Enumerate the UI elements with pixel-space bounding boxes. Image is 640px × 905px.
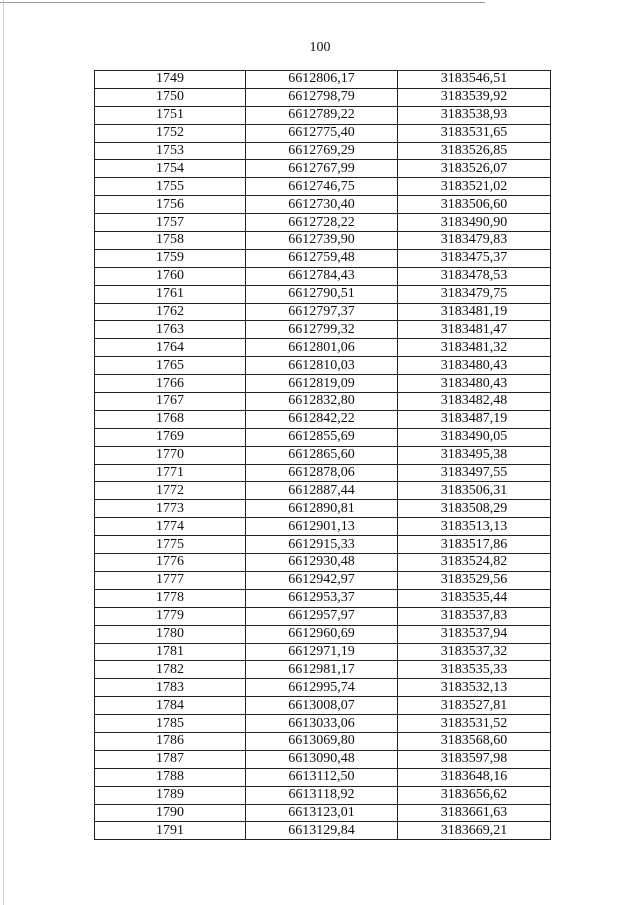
y-coordinate-cell: 3183527,81	[398, 697, 551, 715]
point-number-cell: 1774	[95, 518, 246, 536]
x-coordinate-cell: 6612810,03	[246, 357, 398, 375]
point-number-cell: 1754	[95, 160, 246, 178]
y-coordinate-cell: 3183656,62	[398, 786, 551, 804]
point-number-cell: 1760	[95, 267, 246, 285]
y-coordinate-cell: 3183521,02	[398, 178, 551, 196]
table-row	[95, 142, 551, 160]
x-coordinate-cell: 6612789,22	[246, 106, 398, 124]
x-coordinate-cell: 6613118,92	[246, 786, 398, 804]
table-row	[95, 732, 551, 750]
y-coordinate-cell: 3183478,53	[398, 267, 551, 285]
point-number-cell: 1769	[95, 428, 246, 446]
x-coordinate-cell: 6612878,06	[246, 464, 398, 482]
table-row	[95, 428, 551, 446]
table-row	[95, 661, 551, 679]
x-coordinate-cell: 6612728,22	[246, 214, 398, 232]
table-row	[95, 303, 551, 321]
x-coordinate-cell: 6612784,43	[246, 267, 398, 285]
point-number-cell: 1763	[95, 321, 246, 339]
x-coordinate-cell: 6612842,22	[246, 410, 398, 428]
point-number-cell: 1781	[95, 643, 246, 661]
x-coordinate-cell: 6613033,06	[246, 715, 398, 733]
point-number-cell: 1780	[95, 625, 246, 643]
x-coordinate-cell: 6612806,17	[246, 71, 398, 89]
x-coordinate-cell: 6612759,48	[246, 249, 398, 267]
table-row	[95, 643, 551, 661]
point-number-cell: 1788	[95, 768, 246, 786]
x-coordinate-cell: 6613008,07	[246, 697, 398, 715]
table-row	[95, 249, 551, 267]
table-row	[95, 232, 551, 250]
y-coordinate-cell: 3183532,13	[398, 679, 551, 697]
y-coordinate-cell: 3183529,56	[398, 571, 551, 589]
y-coordinate-cell: 3183513,13	[398, 518, 551, 536]
y-coordinate-cell: 3183475,37	[398, 249, 551, 267]
point-number-cell: 1782	[95, 661, 246, 679]
x-coordinate-cell: 6612960,69	[246, 625, 398, 643]
table-row	[95, 822, 551, 840]
y-coordinate-cell: 3183648,16	[398, 768, 551, 786]
y-coordinate-cell: 3183517,86	[398, 536, 551, 554]
point-number-cell: 1784	[95, 697, 246, 715]
coordinates-table-body	[95, 71, 551, 840]
point-number-cell: 1783	[95, 679, 246, 697]
point-number-cell: 1765	[95, 357, 246, 375]
point-number-cell: 1785	[95, 715, 246, 733]
x-coordinate-cell: 6612832,80	[246, 393, 398, 411]
point-number-cell: 1776	[95, 554, 246, 572]
x-coordinate-cell: 6612767,99	[246, 160, 398, 178]
point-number-cell: 1753	[95, 142, 246, 160]
table-row	[95, 571, 551, 589]
point-number-cell: 1764	[95, 339, 246, 357]
y-coordinate-cell: 3183490,90	[398, 214, 551, 232]
x-coordinate-cell: 6612799,32	[246, 321, 398, 339]
x-coordinate-cell: 6612790,51	[246, 285, 398, 303]
y-coordinate-cell: 3183669,21	[398, 822, 551, 840]
point-number-cell: 1777	[95, 571, 246, 589]
point-number-cell: 1762	[95, 303, 246, 321]
x-coordinate-cell: 6612798,79	[246, 88, 398, 106]
y-coordinate-cell: 3183506,60	[398, 196, 551, 214]
point-number-cell: 1786	[95, 732, 246, 750]
point-number-cell: 1749	[95, 71, 246, 89]
y-coordinate-cell: 3183537,32	[398, 643, 551, 661]
x-coordinate-cell: 6613069,80	[246, 732, 398, 750]
table-row	[95, 518, 551, 536]
table-row	[95, 285, 551, 303]
x-coordinate-cell: 6612865,60	[246, 446, 398, 464]
point-number-cell: 1775	[95, 536, 246, 554]
table-row	[95, 589, 551, 607]
point-number-cell: 1750	[95, 88, 246, 106]
y-coordinate-cell: 3183661,63	[398, 804, 551, 822]
x-coordinate-cell: 6612890,81	[246, 500, 398, 518]
y-coordinate-cell: 3183497,55	[398, 464, 551, 482]
table-row	[95, 339, 551, 357]
y-coordinate-cell: 3183526,07	[398, 160, 551, 178]
point-number-cell: 1787	[95, 750, 246, 768]
y-coordinate-cell: 3183597,98	[398, 750, 551, 768]
table-row	[95, 697, 551, 715]
table-row	[95, 267, 551, 285]
point-number-cell: 1773	[95, 500, 246, 518]
y-coordinate-cell: 3183495,38	[398, 446, 551, 464]
point-number-cell: 1751	[95, 106, 246, 124]
table-row	[95, 500, 551, 518]
table-row	[95, 196, 551, 214]
point-number-cell: 1766	[95, 375, 246, 393]
point-number-cell: 1771	[95, 464, 246, 482]
table-row	[95, 375, 551, 393]
y-coordinate-cell: 3183482,48	[398, 393, 551, 411]
x-coordinate-cell: 6613112,50	[246, 768, 398, 786]
x-coordinate-cell: 6612957,97	[246, 607, 398, 625]
table-row	[95, 607, 551, 625]
x-coordinate-cell: 6612746,75	[246, 178, 398, 196]
point-number-cell: 1756	[95, 196, 246, 214]
y-coordinate-cell: 3183568,60	[398, 732, 551, 750]
table-row	[95, 482, 551, 500]
x-coordinate-cell: 6612915,33	[246, 536, 398, 554]
point-number-cell: 1758	[95, 232, 246, 250]
table-row	[95, 106, 551, 124]
x-coordinate-cell: 6612730,40	[246, 196, 398, 214]
point-number-cell: 1757	[95, 214, 246, 232]
table-row	[95, 178, 551, 196]
x-coordinate-cell: 6613123,01	[246, 804, 398, 822]
x-coordinate-cell: 6612930,48	[246, 554, 398, 572]
point-number-cell: 1768	[95, 410, 246, 428]
y-coordinate-cell: 3183537,83	[398, 607, 551, 625]
x-coordinate-cell: 6612797,37	[246, 303, 398, 321]
table-row	[95, 71, 551, 89]
x-coordinate-cell: 6612855,69	[246, 428, 398, 446]
table-row	[95, 321, 551, 339]
y-coordinate-cell: 3183546,51	[398, 71, 551, 89]
point-number-cell: 1755	[95, 178, 246, 196]
table-row	[95, 554, 551, 572]
table-row	[95, 410, 551, 428]
x-coordinate-cell: 6612819,09	[246, 375, 398, 393]
point-number-cell: 1779	[95, 607, 246, 625]
y-coordinate-cell: 3183535,44	[398, 589, 551, 607]
y-coordinate-cell: 3183538,93	[398, 106, 551, 124]
point-number-cell: 1761	[95, 285, 246, 303]
table-row	[95, 715, 551, 733]
x-coordinate-cell: 6612775,40	[246, 124, 398, 142]
coordinates-table	[94, 70, 551, 840]
y-coordinate-cell: 3183490,05	[398, 428, 551, 446]
y-coordinate-cell: 3183480,43	[398, 375, 551, 393]
table-row	[95, 804, 551, 822]
x-coordinate-cell: 6612995,74	[246, 679, 398, 697]
point-number-cell: 1770	[95, 446, 246, 464]
y-coordinate-cell: 3183479,75	[398, 285, 551, 303]
table-row	[95, 786, 551, 804]
y-coordinate-cell: 3183524,82	[398, 554, 551, 572]
y-coordinate-cell: 3183539,92	[398, 88, 551, 106]
table-row	[95, 750, 551, 768]
x-coordinate-cell: 6613090,48	[246, 750, 398, 768]
y-coordinate-cell: 3183487,19	[398, 410, 551, 428]
x-coordinate-cell: 6612971,19	[246, 643, 398, 661]
point-number-cell: 1752	[95, 124, 246, 142]
y-coordinate-cell: 3183506,31	[398, 482, 551, 500]
table-row	[95, 464, 551, 482]
point-number-cell: 1772	[95, 482, 246, 500]
table-row	[95, 625, 551, 643]
y-coordinate-cell: 3183535,33	[398, 661, 551, 679]
x-coordinate-cell: 6612953,37	[246, 589, 398, 607]
table-row	[95, 88, 551, 106]
table-row	[95, 393, 551, 411]
y-coordinate-cell: 3183481,32	[398, 339, 551, 357]
table-row	[95, 124, 551, 142]
point-number-cell: 1791	[95, 822, 246, 840]
y-coordinate-cell: 3183531,52	[398, 715, 551, 733]
y-coordinate-cell: 3183526,85	[398, 142, 551, 160]
left-margin-line	[3, 0, 4, 905]
y-coordinate-cell: 3183537,94	[398, 625, 551, 643]
y-coordinate-cell: 3183480,43	[398, 357, 551, 375]
x-coordinate-cell: 6612981,17	[246, 661, 398, 679]
table-row	[95, 536, 551, 554]
point-number-cell: 1778	[95, 589, 246, 607]
table-row	[95, 446, 551, 464]
x-coordinate-cell: 6612801,06	[246, 339, 398, 357]
x-coordinate-cell: 6612769,29	[246, 142, 398, 160]
table-row	[95, 214, 551, 232]
x-coordinate-cell: 6612739,90	[246, 232, 398, 250]
table-row	[95, 357, 551, 375]
table-row	[95, 768, 551, 786]
table-row	[95, 160, 551, 178]
x-coordinate-cell: 6612887,44	[246, 482, 398, 500]
y-coordinate-cell: 3183481,19	[398, 303, 551, 321]
y-coordinate-cell: 3183481,47	[398, 321, 551, 339]
x-coordinate-cell: 6612942,97	[246, 571, 398, 589]
y-coordinate-cell: 3183508,29	[398, 500, 551, 518]
point-number-cell: 1767	[95, 393, 246, 411]
point-number-cell: 1790	[95, 804, 246, 822]
x-coordinate-cell: 6613129,84	[246, 822, 398, 840]
page-number: 100	[309, 40, 331, 55]
point-number-cell: 1789	[95, 786, 246, 804]
y-coordinate-cell: 3183479,83	[398, 232, 551, 250]
x-coordinate-cell: 6612901,13	[246, 518, 398, 536]
point-number-cell: 1759	[95, 249, 246, 267]
table-row	[95, 679, 551, 697]
y-coordinate-cell: 3183531,65	[398, 124, 551, 142]
top-border-line	[0, 2, 485, 3]
